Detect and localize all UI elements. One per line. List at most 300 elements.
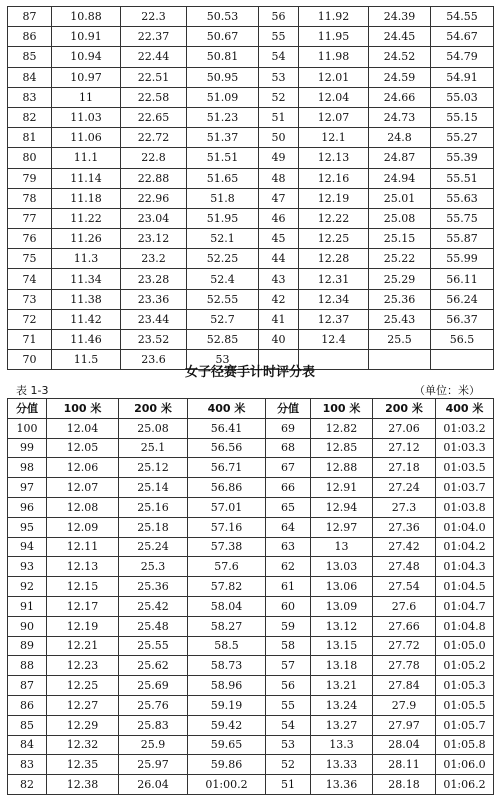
table-cell: 23.12: [121, 229, 187, 249]
table-cell: 44: [259, 249, 299, 269]
column-header: 100 米: [311, 399, 373, 419]
table-cell: 12.15: [47, 577, 119, 597]
table-cell: 25.24: [119, 537, 188, 557]
table-cell: 58.96: [188, 676, 266, 696]
table-cell: 01:06.2: [436, 775, 494, 795]
table-cell: 73: [8, 289, 52, 309]
table-cell: 59: [266, 616, 311, 636]
table-cell: 52: [266, 755, 311, 775]
table-cell: 56: [266, 676, 311, 696]
table-row: [8, 208, 494, 228]
table-row: [8, 656, 494, 676]
table-cell: 56.86: [188, 478, 266, 498]
table-cell: 57.16: [188, 517, 266, 537]
table-cell: 55.75: [431, 208, 494, 228]
table-cell: 25.08: [369, 208, 431, 228]
table-cell: 12.29: [47, 715, 119, 735]
table-cell: 12.34: [299, 289, 369, 309]
table-cell: 25.3: [119, 557, 188, 577]
table-cell: 12.19: [47, 616, 119, 636]
table-cell: 12.16: [299, 168, 369, 188]
column-header: 400 米: [188, 399, 266, 419]
table-cell: 12.07: [299, 107, 369, 127]
table-cell: 11.26: [52, 229, 121, 249]
table-cell: 27.6: [373, 596, 436, 616]
table-cell: 22.96: [121, 188, 187, 208]
table-row: [8, 537, 494, 557]
table-cell: 54.55: [431, 7, 494, 27]
table-cell: 25.01: [369, 188, 431, 208]
table-cell: 11.92: [299, 7, 369, 27]
table-cell: 27.3: [373, 497, 436, 517]
table-cell: 50.95: [187, 67, 259, 87]
table-cell: 42: [259, 289, 299, 309]
table-cell: 22.8: [121, 148, 187, 168]
table-row: [8, 636, 494, 656]
table-cell: 64: [266, 517, 311, 537]
table-cell: 83: [8, 755, 47, 775]
table-cell: 12.22: [299, 208, 369, 228]
table-row: [8, 229, 494, 249]
table-cell: 25.1: [119, 438, 188, 458]
unit-label: （单位：米）: [414, 384, 480, 397]
table-row: [8, 87, 494, 107]
table-cell: 55.27: [431, 128, 494, 148]
table-row: [8, 676, 494, 696]
table-cell: 59.19: [188, 695, 266, 715]
table-cell: 58.27: [188, 616, 266, 636]
table-cell: 83: [8, 87, 52, 107]
table-cell: 65: [266, 497, 311, 517]
table-cell: 22.44: [121, 47, 187, 67]
table-cell: 52.25: [187, 249, 259, 269]
table-cell: 56.11: [431, 269, 494, 289]
table-row: [8, 497, 494, 517]
table-cell: 12.25: [47, 676, 119, 696]
table-cell: 01:05.8: [436, 735, 494, 755]
table-cell: 55.87: [431, 229, 494, 249]
table-cell: 27.24: [373, 478, 436, 498]
table-cell: 12.88: [311, 458, 373, 478]
table-cell: 54.91: [431, 67, 494, 87]
table-cell: 12.4: [299, 330, 369, 350]
table-row: [8, 438, 494, 458]
table-cell: 53: [266, 735, 311, 755]
table-row: [8, 330, 494, 350]
table-cell: 49: [259, 148, 299, 168]
table-cell: 28.18: [373, 775, 436, 795]
table-cell: 22.37: [121, 27, 187, 47]
table-cell: 25.83: [119, 715, 188, 735]
table-cell: 12.85: [311, 438, 373, 458]
table-cell: 27.84: [373, 676, 436, 696]
table-cell: 97: [8, 478, 47, 498]
table-cell: 54.79: [431, 47, 494, 67]
table-cell: 61: [266, 577, 311, 597]
table-cell: 01:03.8: [436, 497, 494, 517]
table-cell: 01:05.5: [436, 695, 494, 715]
table-cell: 25.12: [119, 458, 188, 478]
table-row: [8, 128, 494, 148]
table-row: [8, 7, 494, 27]
table-cell: 11.46: [52, 330, 121, 350]
table-cell: 22.51: [121, 67, 187, 87]
table-cell: 100: [8, 418, 47, 438]
table-cell: 11.14: [52, 168, 121, 188]
table-cell: 27.97: [373, 715, 436, 735]
table-cell: 12.27: [47, 695, 119, 715]
table-cell: 62: [266, 557, 311, 577]
table-cell: 24.94: [369, 168, 431, 188]
table-cell: 50.67: [187, 27, 259, 47]
table-cell: 94: [8, 537, 47, 557]
table-cell: 57.01: [188, 497, 266, 517]
table-cell: 40: [259, 330, 299, 350]
table-cell: 01:04.5: [436, 577, 494, 597]
table-cell: 24.87: [369, 148, 431, 168]
table-cell: 13.15: [311, 636, 373, 656]
table-cell: 54: [266, 715, 311, 735]
table-cell: 46: [259, 208, 299, 228]
table-cell: 56.5: [431, 330, 494, 350]
table-cell: 25.62: [119, 656, 188, 676]
table-cell: 47: [259, 188, 299, 208]
table-cell: 23.28: [121, 269, 187, 289]
table-cell: 25.76: [119, 695, 188, 715]
header-row: [8, 399, 494, 419]
table-cell: 13.33: [311, 755, 373, 775]
table-cell: 22.58: [121, 87, 187, 107]
table-cell: 23.04: [121, 208, 187, 228]
table-cell: 12.28: [299, 249, 369, 269]
table-cell: 12.94: [311, 497, 373, 517]
table-cell: 27.78: [373, 656, 436, 676]
table-cell: 01:05.7: [436, 715, 494, 735]
table-row: [8, 309, 494, 329]
table-title: 女子径赛手计时评分表: [184, 365, 315, 380]
table-cell: 01:00.2: [188, 775, 266, 795]
table-cell: 01:03.5: [436, 458, 494, 478]
table-cell: 12.04: [299, 87, 369, 107]
table-cell: 84: [8, 67, 52, 87]
table-row: [8, 269, 494, 289]
table-cell: 11.3: [52, 249, 121, 269]
table-cell: 52.4: [187, 269, 259, 289]
table-cell: 25.16: [119, 497, 188, 517]
table-cell: 12.1: [299, 128, 369, 148]
table-cell: 24.59: [369, 67, 431, 87]
table-cell: 12.35: [47, 755, 119, 775]
table-cell: 13.09: [311, 596, 373, 616]
table-cell: 01:03.7: [436, 478, 494, 498]
table-cell: 25.9: [119, 735, 188, 755]
table-cell: 22.3: [121, 7, 187, 27]
table-cell: 22.65: [121, 107, 187, 127]
score-table-continued: [7, 6, 494, 370]
table-cell: 13.18: [311, 656, 373, 676]
table-cell: 12.25: [299, 229, 369, 249]
table-cell: 96: [8, 497, 47, 517]
table-cell: 51: [259, 107, 299, 127]
table-cell: 98: [8, 458, 47, 478]
table-cell: 12.07: [47, 478, 119, 498]
column-header: 200 米: [373, 399, 436, 419]
table-cell: 25.15: [369, 229, 431, 249]
table-cell: 58.04: [188, 596, 266, 616]
table-cell: 12.19: [299, 188, 369, 208]
table-row: [8, 478, 494, 498]
table-cell: 74: [8, 269, 52, 289]
table-cell: 75: [8, 249, 52, 269]
table-cell: 11.95: [299, 27, 369, 47]
table-cell: 25.22: [369, 249, 431, 269]
table-cell: 13: [311, 537, 373, 557]
table-cell: 56.41: [188, 418, 266, 438]
table-cell: 77: [8, 208, 52, 228]
table-row: [8, 249, 494, 269]
table-cell: 51: [266, 775, 311, 795]
table-cell: 11.38: [52, 289, 121, 309]
table-cell: 01:04.3: [436, 557, 494, 577]
table-cell: 86: [8, 695, 47, 715]
table-cell: 12.38: [47, 775, 119, 795]
table-cell: 01:06.0: [436, 755, 494, 775]
table-cell: 24.66: [369, 87, 431, 107]
table-cell: 27.48: [373, 557, 436, 577]
table-cell: 25.69: [119, 676, 188, 696]
table-cell: 56: [259, 7, 299, 27]
table-cell: 12.01: [299, 67, 369, 87]
table-cell: 55.63: [431, 188, 494, 208]
table-cell: 93: [8, 557, 47, 577]
table-cell: 22.72: [121, 128, 187, 148]
table-cell: 79: [8, 168, 52, 188]
table-cell: 11.22: [52, 208, 121, 228]
table-cell: 13.21: [311, 676, 373, 696]
table-cell: 01:03.2: [436, 418, 494, 438]
table-cell: 12.13: [47, 557, 119, 577]
table-cell: 60: [266, 596, 311, 616]
table-cell: 55.99: [431, 249, 494, 269]
table-cell: 51.09: [187, 87, 259, 107]
table-cell: 55: [259, 27, 299, 47]
table-cell: 24.52: [369, 47, 431, 67]
table-cell: 52.55: [187, 289, 259, 309]
table-cell: 12.06: [47, 458, 119, 478]
table-row: [8, 695, 494, 715]
table-cell: 53: [259, 67, 299, 87]
table-cell: 58.73: [188, 656, 266, 676]
table-cell: 92: [8, 577, 47, 597]
table-cell: 24.39: [369, 7, 431, 27]
table-cell: 10.94: [52, 47, 121, 67]
table-cell: 25.18: [119, 517, 188, 537]
table-cell: 23.2: [121, 249, 187, 269]
table-cell: 52.1: [187, 229, 259, 249]
table-cell: 76: [8, 229, 52, 249]
table-cell: 01:04.8: [436, 616, 494, 636]
table-cell: 26.04: [119, 775, 188, 795]
table-cell: 23.52: [121, 330, 187, 350]
women-track-score-table: [7, 398, 494, 795]
table-row: [8, 289, 494, 309]
table-cell: 43: [259, 269, 299, 289]
table-cell: 01:05.3: [436, 676, 494, 696]
table-cell: 13.03: [311, 557, 373, 577]
table-cell: 55.15: [431, 107, 494, 127]
table-cell: 11: [52, 87, 121, 107]
table-row: [8, 418, 494, 438]
table-cell: 95: [8, 517, 47, 537]
table-row: [8, 458, 494, 478]
table-cell: 11.03: [52, 107, 121, 127]
column-header: 100 米: [47, 399, 119, 419]
table-cell: 13.06: [311, 577, 373, 597]
table-cell: 54: [259, 47, 299, 67]
table-cell: 27.06: [373, 418, 436, 438]
women-track-score-table-body: [8, 418, 494, 794]
table-cell: 12.08: [47, 497, 119, 517]
table-cell: 12.37: [299, 309, 369, 329]
table-cell: 85: [8, 47, 52, 67]
table-cell: 11.98: [299, 47, 369, 67]
table-cell: 80: [8, 148, 52, 168]
table-cell: 12.32: [47, 735, 119, 755]
table-cell: 01:05.0: [436, 636, 494, 656]
table-cell: 12.11: [47, 537, 119, 557]
table-cell: 25.36: [119, 577, 188, 597]
table-cell: 13.12: [311, 616, 373, 636]
table-cell: 70: [8, 350, 52, 370]
table-row: [8, 67, 494, 87]
table-cell: 27.12: [373, 438, 436, 458]
table-cell: 12.09: [47, 517, 119, 537]
table-cell: 50.81: [187, 47, 259, 67]
table-cell: 57: [266, 656, 311, 676]
table-cell: 11.42: [52, 309, 121, 329]
table-cell: 28.11: [373, 755, 436, 775]
table-row: [8, 517, 494, 537]
table-cell: 51.37: [187, 128, 259, 148]
column-header: 200 米: [119, 399, 188, 419]
table-cell: 48: [259, 168, 299, 188]
table-cell: 12.82: [311, 418, 373, 438]
table-cell: 10.91: [52, 27, 121, 47]
table-cell: 85: [8, 715, 47, 735]
table-cell: 12.31: [299, 269, 369, 289]
table-cell: 11.34: [52, 269, 121, 289]
table-cell: 41: [259, 309, 299, 329]
table-cell: 72: [8, 309, 52, 329]
table-cell: 25.55: [119, 636, 188, 656]
column-header: 分值: [8, 399, 47, 419]
table-cell: 58.5: [188, 636, 266, 656]
table-row: [8, 27, 494, 47]
table-cell: 27.9: [373, 695, 436, 715]
table-cell: 90: [8, 616, 47, 636]
table-cell: 99: [8, 438, 47, 458]
table-row: [8, 596, 494, 616]
table-cell: 56.56: [188, 438, 266, 458]
table-cell: 52: [259, 87, 299, 107]
table-cell: 25.29: [369, 269, 431, 289]
table-cell: 25.48: [119, 616, 188, 636]
table-row: [8, 188, 494, 208]
column-header: 400 米: [436, 399, 494, 419]
table-cell: 54.67: [431, 27, 494, 47]
table-cell: 51.8: [187, 188, 259, 208]
table-row: [8, 775, 494, 795]
table-cell: 24.45: [369, 27, 431, 47]
table-cell: 82: [8, 775, 47, 795]
table-row: [8, 577, 494, 597]
table-row: [8, 735, 494, 755]
table-cell: 12.23: [47, 656, 119, 676]
table-cell: 12.17: [47, 596, 119, 616]
table-cell: 01:04.0: [436, 517, 494, 537]
table-cell: 45: [259, 229, 299, 249]
table-number: 表 1-3: [16, 384, 49, 397]
table-cell: 51.65: [187, 168, 259, 188]
table-cell: 59.42: [188, 715, 266, 735]
table-row: [8, 715, 494, 735]
table-cell: 11.5: [52, 350, 121, 370]
table-cell: 51.95: [187, 208, 259, 228]
table-cell: 13.36: [311, 775, 373, 795]
table-cell: 12.21: [47, 636, 119, 656]
table-cell: 55.03: [431, 87, 494, 107]
table-cell: 27.36: [373, 517, 436, 537]
table-cell: 86: [8, 27, 52, 47]
table-cell: 55.51: [431, 168, 494, 188]
table-cell: 91: [8, 596, 47, 616]
table-cell: 12.13: [299, 148, 369, 168]
table-cell: 89: [8, 636, 47, 656]
table-cell: 55: [266, 695, 311, 715]
table-cell: 51.23: [187, 107, 259, 127]
table-cell: 51.51: [187, 148, 259, 168]
table-cell: 68: [266, 438, 311, 458]
table-cell: 23.6: [121, 350, 187, 370]
table-cell: 87: [8, 676, 47, 696]
table-cell: 25.36: [369, 289, 431, 309]
table-cell: 01:05.2: [436, 656, 494, 676]
table-cell: 56.71: [188, 458, 266, 478]
table-cell: 71: [8, 330, 52, 350]
table-cell: 55.39: [431, 148, 494, 168]
score-table-continued-body: [8, 7, 494, 370]
table-cell: 11.1: [52, 148, 121, 168]
table-cell: 82: [8, 107, 52, 127]
table-row: [8, 616, 494, 636]
table-cell: 28.04: [373, 735, 436, 755]
table-cell: 25.43: [369, 309, 431, 329]
table-cell: 25.5: [369, 330, 431, 350]
table-cell: 52.7: [187, 309, 259, 329]
table-row: [8, 168, 494, 188]
table-row: [8, 557, 494, 577]
table-row: [8, 755, 494, 775]
table-cell: 24.73: [369, 107, 431, 127]
table-cell: 58: [266, 636, 311, 656]
table-cell: 12.91: [311, 478, 373, 498]
table-cell: 25.14: [119, 478, 188, 498]
table-row: [8, 107, 494, 127]
table-cell: 88: [8, 656, 47, 676]
table-cell: 11.18: [52, 188, 121, 208]
table-cell: 11.06: [52, 128, 121, 148]
table-cell: 56.37: [431, 309, 494, 329]
